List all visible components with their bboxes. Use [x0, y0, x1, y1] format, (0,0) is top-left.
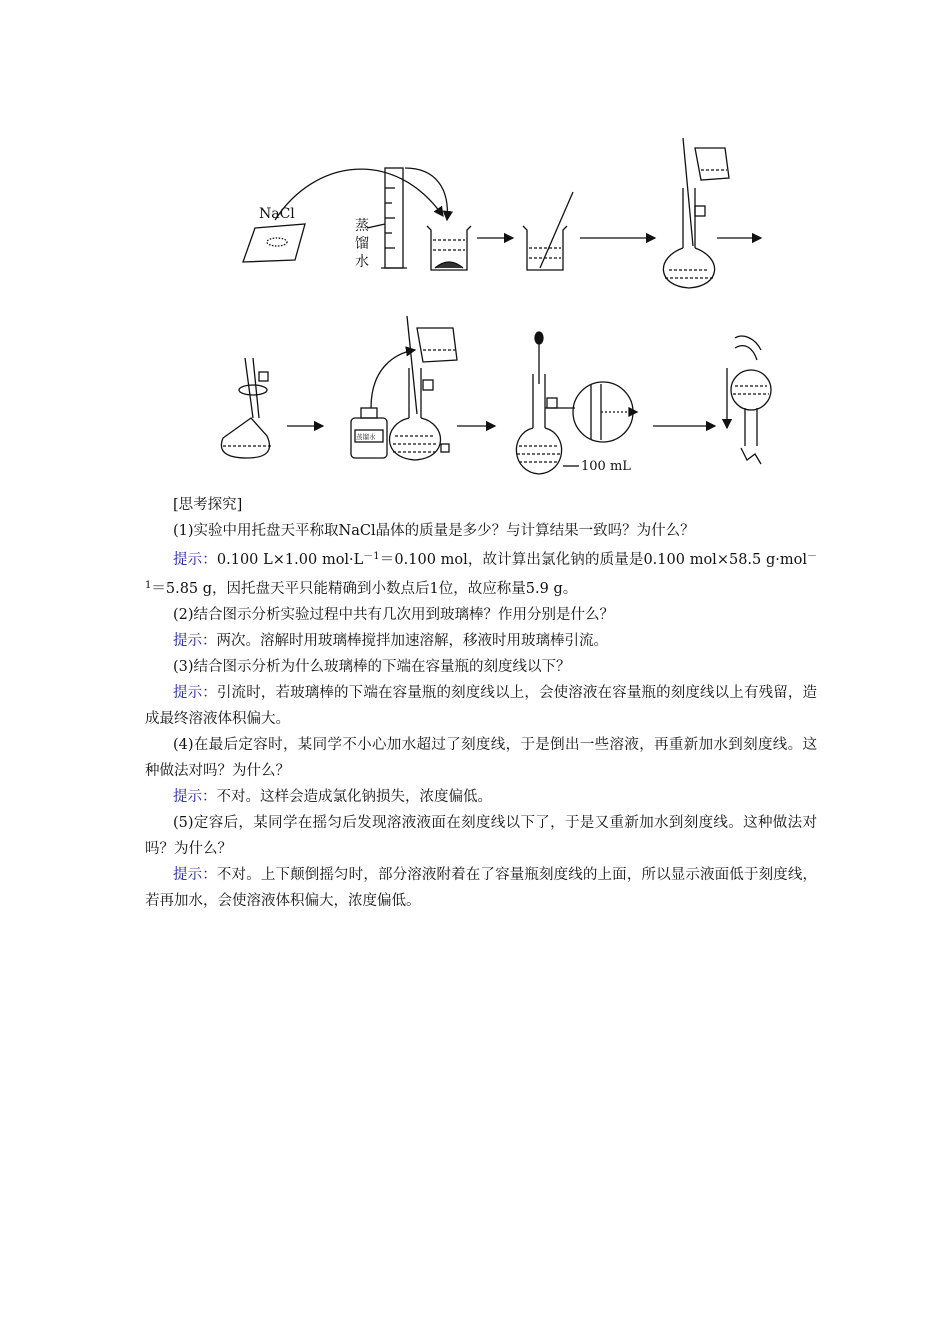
distilled-water-bottle [351, 350, 415, 458]
graduated-cylinder [367, 168, 407, 268]
question-4: (4)在最后定容时，某同学不小心加水超过了刻度线，于是倒出一些溶液，再重新加水到刻度线。这种做法对吗？为什么？ [145, 737, 817, 779]
bottle-label: 蒸馏水 [356, 433, 376, 441]
hint-label: 提示： [173, 685, 217, 701]
hint-label: 提示： [173, 867, 217, 883]
flask-transfer [663, 138, 729, 288]
answer-5: 提示：不对。上下颠倒摇匀时，部分溶液附着在了容量瓶刻度线的上面，所以显示液面低于刻度线，若再加水，会使溶液体积偏大，浓度偏低。 [145, 867, 817, 909]
beaker-dissolve [427, 226, 471, 270]
water-label-1: 蒸 [355, 218, 369, 234]
water-label-2: 馏 [355, 236, 369, 252]
question-5: (5)定容后，某同学在摇匀后发现溶液液面在刻度线以下了，于是又重新加水到刻度线。这种做法对吗？为什么？ [145, 815, 817, 857]
question-1: (1)实验中用托盘天平称取NaCl晶体的质量是多少？与计算结果一致吗？为什么？ [173, 523, 695, 539]
hint-label: 提示： [173, 552, 217, 568]
hint-label: 提示： [173, 789, 217, 805]
question-section [145, 492, 817, 914]
weighing-paper [243, 224, 305, 262]
volume-label: 100 mL [581, 459, 631, 474]
answer-2: 提示：两次。溶解时用玻璃棒搅拌加速溶解，移液时用玻璃棒引流。 [173, 633, 608, 649]
transfer-arrow-solid [275, 169, 443, 220]
section-title: [思考探究] [173, 497, 243, 513]
flask-swirl [221, 358, 273, 458]
answer-3: 提示：引流时，若玻璃棒的下端在容量瓶的刻度线以上，会使溶液在容量瓶的刻度线以上有残留，造成最终溶液体积偏大。 [145, 685, 817, 727]
water-label-3: 水 [355, 254, 369, 270]
beaker-stir [523, 192, 573, 270]
flask-washing [389, 316, 457, 460]
solution-preparation-figure [195, 128, 795, 488]
question-2: (2)结合图示分析实验过程中共有几次用到玻璃棒？作用分别是什么？ [173, 607, 615, 623]
experiment-diagram [195, 128, 795, 488]
question-3: (3)结合图示分析为什么玻璃棒的下端在容量瓶的刻度线以下？ [173, 659, 571, 675]
hint-label: 提示： [173, 633, 217, 649]
flask-dropper [516, 332, 637, 474]
flask-invert [727, 336, 771, 464]
nacl-label: NaCl [259, 206, 295, 222]
answer-1: 提示：0.100 L×1.00 $mol\cdot L^{-1}=0.100$ mol，故计算出氯化钠的质量是0.100 mol×58.5 g·mol$^{-1}$＝5.85 g，因托盘天平只能精确到小数点后1位，故应称量5.9 g。 [145, 551, 817, 597]
answer-4: 提示：不对。这样会造成氯化钠损失，浓度偏低。 [173, 789, 492, 805]
